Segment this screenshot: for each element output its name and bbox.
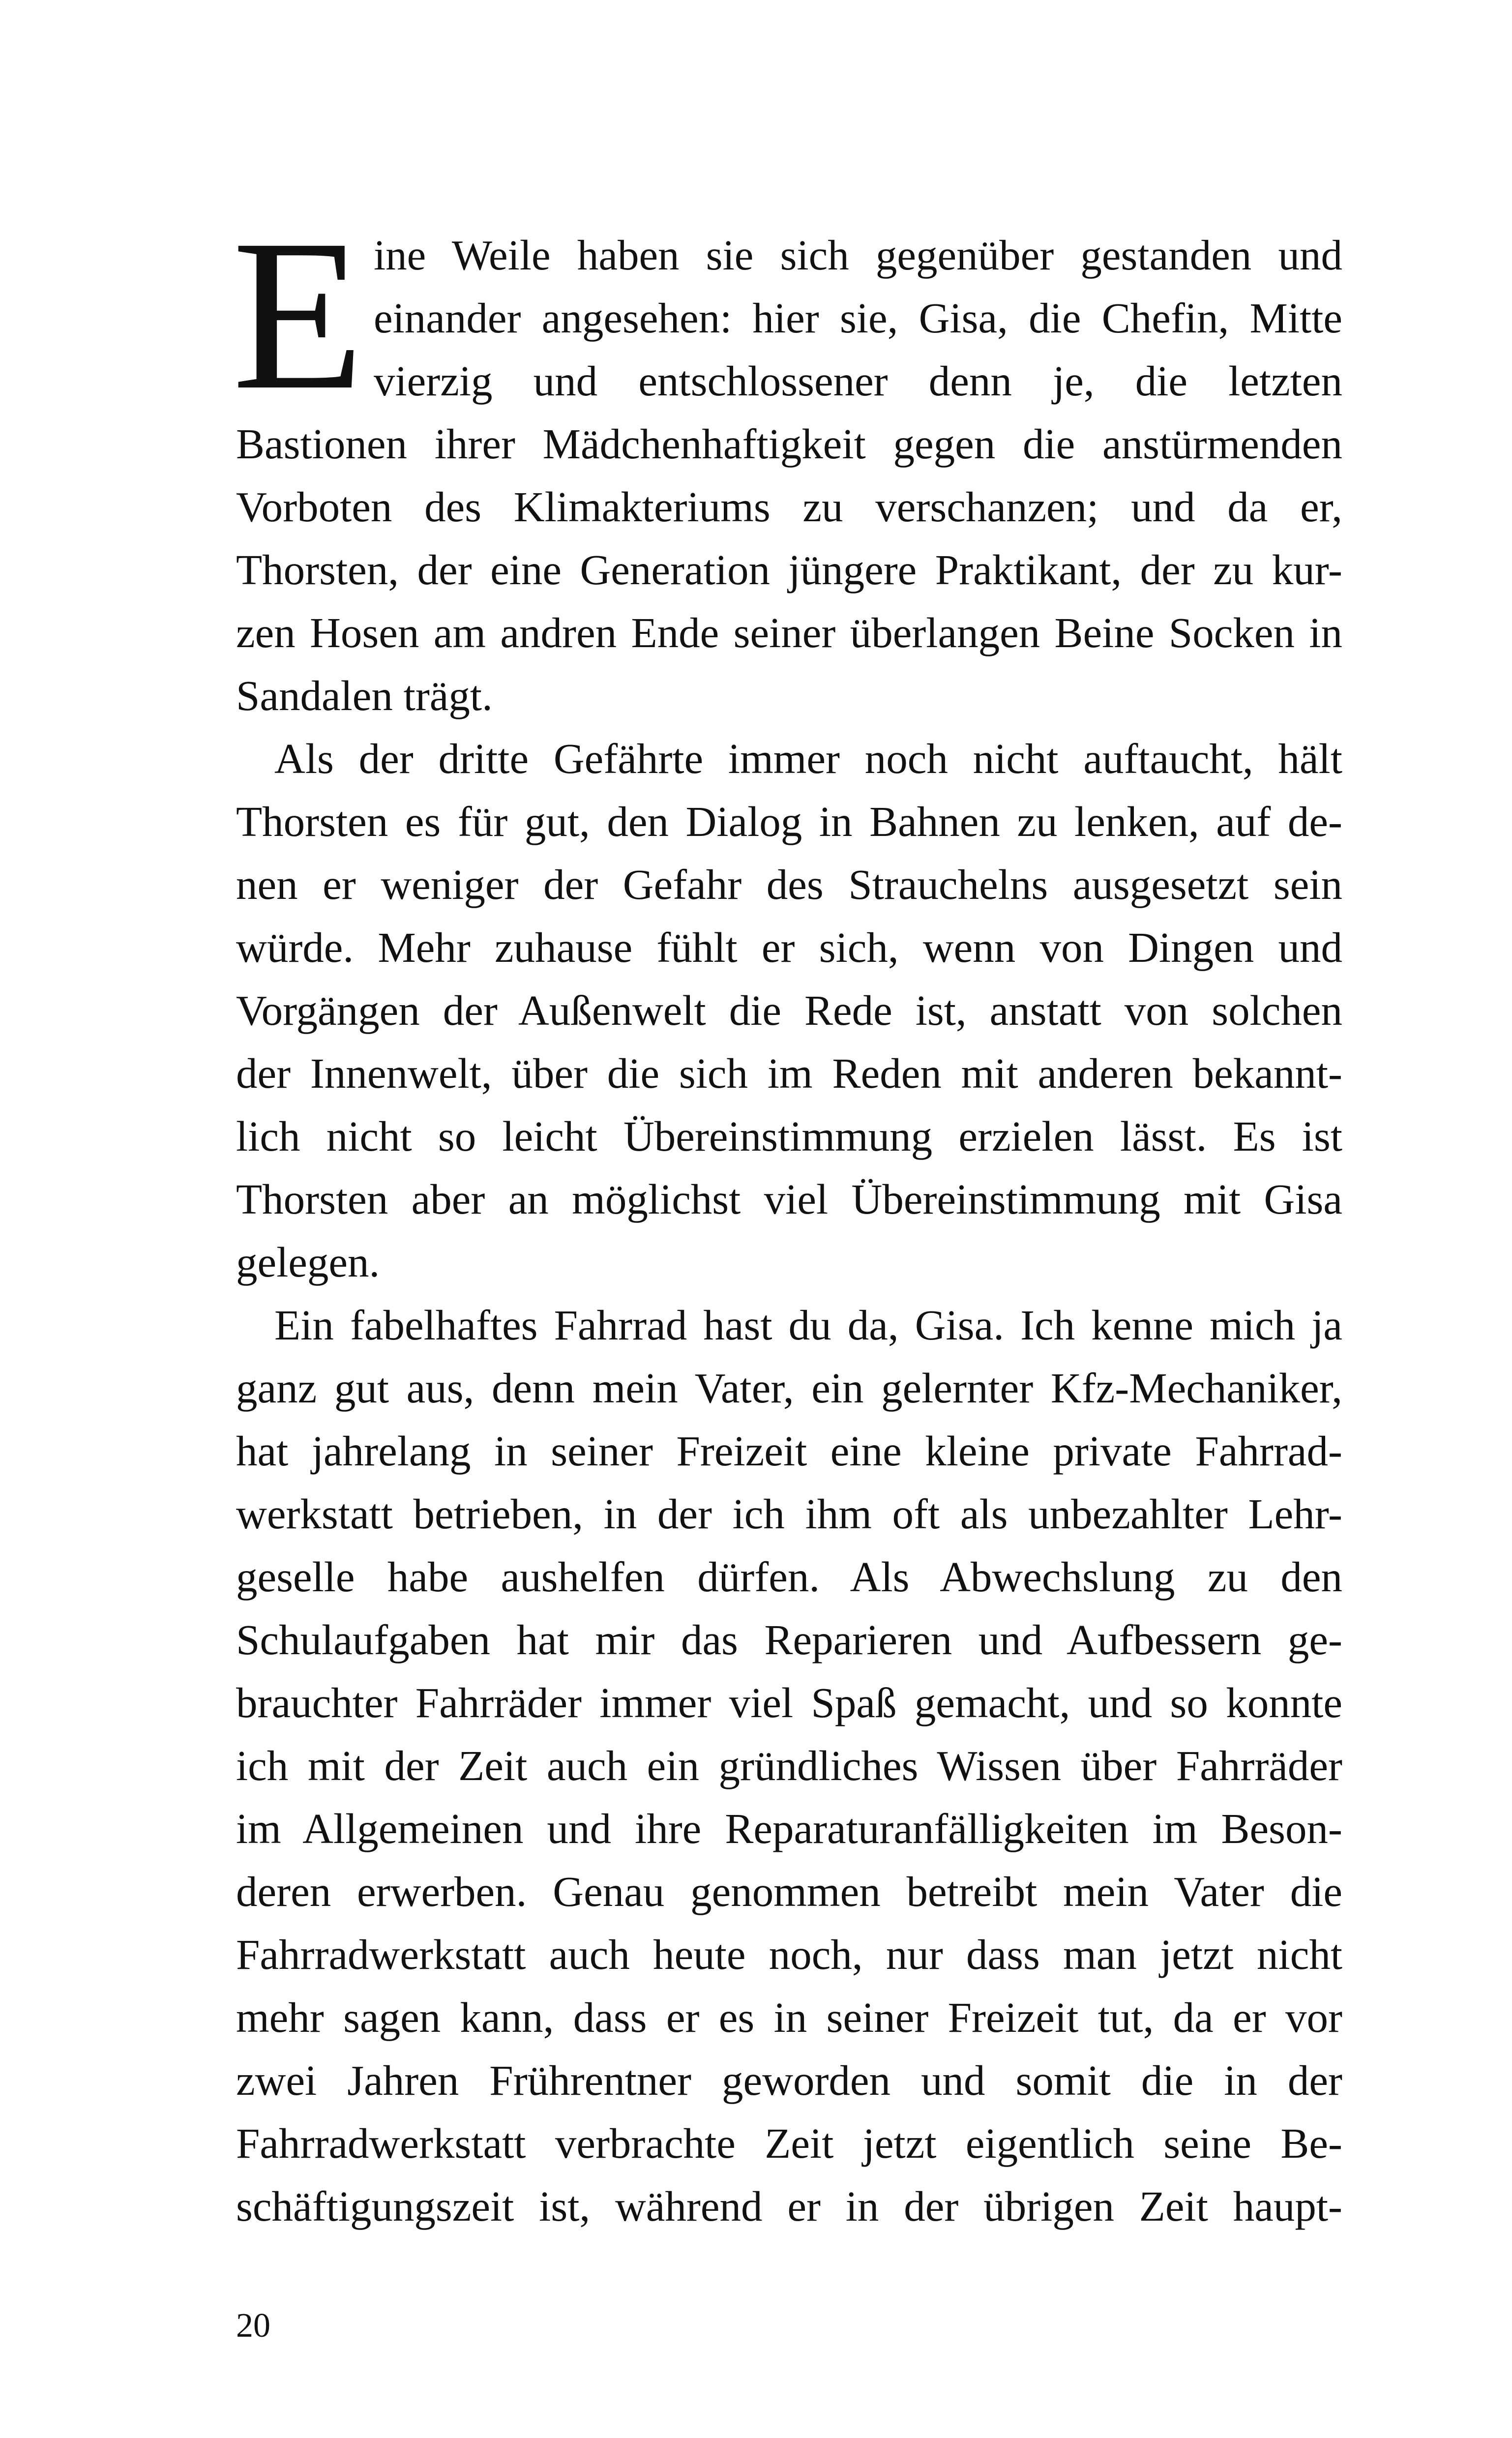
text-line: zen Hosen am andren Ende seiner überlangen Beine Socken in (236, 609, 1342, 656)
text-line: ine Weile haben sie sich gegenüber gestanden und (374, 231, 1342, 279)
text-line: Thorsten es für gut, den Dialog in Bahnen zu lenken, auf de- (236, 798, 1342, 845)
text-line: vierzig und entschlossener denn je, die letzten (374, 357, 1342, 405)
paragraph-3 (236, 1294, 1342, 2238)
text-line: Sandalen trägt. (236, 672, 493, 719)
text-line: Schulaufgaben hat mir das Reparieren und Aufbessern ge- (236, 1616, 1342, 1664)
text-line: Vorgängen der Außenwelt die Rede ist, anstatt von solchen (236, 986, 1342, 1034)
text-line: hat jahrelang in seiner Freizeit eine kleine private Fahrrad- (236, 1427, 1342, 1475)
text-line: im Allgemeinen und ihre Reparaturanfälligkeiten im Beson- (236, 1805, 1342, 1852)
text-line: Bastionen ihrer Mädchenhaftigkeit gegen die anstürmenden (236, 420, 1342, 468)
drop-cap-letter: E (232, 195, 364, 435)
text-line: geselle habe aushelfen dürfen. Als Abwechslung zu den (236, 1553, 1342, 1601)
text-line: deren erwerben. Genau genommen betreibt mein Vater die (236, 1868, 1342, 1915)
body-text (232, 195, 1342, 2238)
text-line: Als der dritte Gefährte immer noch nicht auftaucht, hält (274, 735, 1342, 782)
text-line: einander angesehen: hier sie, Gisa, die Chefin, Mitte (374, 294, 1342, 342)
text-line: Fahrradwerkstatt verbrachte Zeit jetzt eigentlich seine Be- (236, 2119, 1342, 2167)
text-line: schäftigungszeit ist, während er in der übrigen Zeit haupt- (236, 2182, 1342, 2230)
text-line: Ein fabelhaftes Fahrrad hast du da, Gisa. Ich kenne mich ja (274, 1301, 1342, 1349)
text-line: brauchter Fahrräder immer viel Spaß gemacht, und so konnte (236, 1679, 1342, 1726)
text-line: nen er weniger der Gefahr des Strauchelns ausgesetzt sein (236, 861, 1342, 908)
text-line: Thorsten, der eine Generation jüngere Praktikant, der zu kur- (236, 546, 1342, 594)
text-line: würde. Mehr zuhause fühlt er sich, wenn von Dingen und (236, 923, 1342, 971)
paragraph-1 (236, 413, 1342, 727)
opening-paragraph-start (232, 195, 1342, 435)
text-line: Vorboten des Klimakteriums zu verschanzen; und da er, (236, 483, 1342, 531)
page-number: 20 (236, 2307, 270, 2345)
text-line: ich mit der Zeit auch ein gründliches Wissen über Fahrräder (236, 1742, 1342, 1789)
text-line: zwei Jahren Frührentner geworden und somit die in der (236, 2056, 1342, 2104)
paragraph-2 (236, 727, 1342, 1294)
text-line: gelegen. (236, 1238, 380, 1286)
text-line: mehr sagen kann, dass er es in seiner Freizeit tut, da er vor (236, 1993, 1342, 2041)
text-line: der Innenwelt, über die sich im Reden mit anderen bekannt- (236, 1049, 1342, 1097)
drop-cap-lines (374, 224, 1342, 413)
text-line: lich nicht so leicht Übereinstimmung erzielen lässt. Es ist (236, 1112, 1342, 1160)
text-line: Thorsten aber an möglichst viel Übereinstimmung mit Gisa (236, 1175, 1342, 1223)
text-line: werkstatt betrieben, in der ich ihm oft als unbezahlter Lehr- (236, 1490, 1342, 1538)
text-line: Fahrradwerkstatt auch heute noch, nur dass man jetzt nicht (236, 1931, 1342, 1978)
text-line: ganz gut aus, denn mein Vater, ein gelernter Kfz-Mechaniker, (236, 1364, 1342, 1412)
